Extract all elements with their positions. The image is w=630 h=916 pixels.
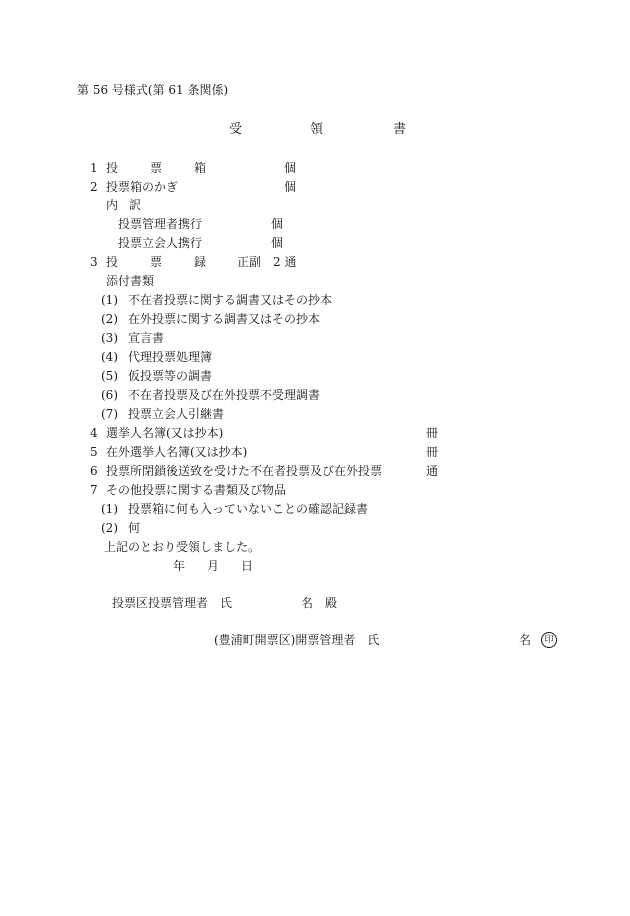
attachment-number: (7): [101, 407, 118, 421]
item-count: 正副 2 通: [237, 255, 297, 269]
item-number: 6: [90, 464, 98, 478]
attachment-number: (5): [101, 369, 118, 383]
recipient-label: 投票区投票管理者 氏: [112, 596, 233, 610]
attachment-number: (3): [101, 331, 118, 345]
sub-item-text: 何: [128, 521, 141, 535]
item-number: 5: [90, 445, 98, 459]
attachment-text: 宣言書: [128, 331, 165, 345]
attachment-number: (1): [101, 293, 118, 307]
item-label-char: 録: [194, 255, 207, 269]
title-char-3: 書: [393, 122, 407, 137]
item-number: 7: [90, 483, 98, 497]
attachment-number: (6): [101, 388, 118, 402]
attachment-text: 投票立会人引継書: [128, 407, 225, 421]
item-unit: 冊: [426, 445, 439, 459]
breakdown-label-char: 訳: [129, 198, 142, 212]
seal-mark: 印: [541, 632, 557, 648]
title-char-2: 領: [310, 122, 324, 137]
title-char-1: 受: [229, 122, 243, 137]
item-label-char: 箱: [194, 161, 207, 175]
item-label-char: 投: [106, 161, 119, 175]
date-year-label: 年: [173, 559, 186, 573]
seal-icon: [541, 632, 557, 648]
form-number-header: 第 56 号様式(第 61 条関係): [77, 83, 229, 97]
item-unit: 通: [426, 464, 439, 478]
item-number: 4: [90, 426, 98, 440]
sub-item-unit: 個: [271, 217, 284, 231]
attachment-text: 在外投票に関する調書又はその抄本: [128, 312, 321, 326]
sub-item-label: 投票管理者携行: [118, 217, 203, 231]
attachment-text: 不在者投票及び在外投票不受理調書: [128, 388, 321, 402]
item-number: 3: [90, 255, 98, 269]
item-label-char: 投: [106, 255, 119, 269]
breakdown-label-char: 内: [106, 198, 119, 212]
received-statement: 上記のとおり受領しました。: [104, 540, 261, 554]
item-unit: 個: [284, 161, 297, 175]
sub-item-unit: 個: [271, 236, 284, 250]
item-label-char: 票: [150, 161, 163, 175]
issuer-label: (豊浦町開票区)開票管理者 氏: [214, 633, 380, 647]
sub-item-number: (2): [101, 521, 118, 535]
sub-item-number: (1): [101, 502, 118, 516]
attachment-number: (2): [101, 312, 118, 326]
recipient-name-suffix: 名 殿: [301, 596, 338, 610]
attachment-number: (4): [101, 350, 118, 364]
attachment-text: 不在者投票に関する調書又はその抄本: [128, 293, 333, 307]
item-label: その他投票に関する書類及び物品: [106, 483, 287, 497]
item-number: 2: [90, 180, 98, 194]
item-unit: 個: [284, 180, 297, 194]
attachment-text: 仮投票等の調書: [128, 369, 213, 383]
item-label-char: 票: [150, 255, 163, 269]
date-day-label: 日: [241, 559, 254, 573]
item-number: 1: [90, 161, 98, 175]
item-label: 投票箱のかぎ: [106, 180, 179, 194]
sub-item-text: 投票箱に何も入っていないことの確認記録書: [128, 502, 369, 516]
sub-item-label: 投票立会人携行: [118, 236, 203, 250]
attachment-text: 代理投票処理簿: [128, 350, 213, 364]
item-label: 選挙人名簿(又は抄本): [106, 426, 224, 440]
issuer-name-suffix: 名: [519, 633, 532, 647]
item-label: 投票所閉鎖後送致を受けた不在者投票及び在外投票: [106, 464, 383, 478]
date-month-label: 月: [207, 559, 220, 573]
item-unit: 冊: [426, 426, 439, 440]
item-label: 在外選挙人名簿(又は抄本): [106, 445, 248, 459]
attachment-heading: 添付書類: [106, 274, 155, 288]
